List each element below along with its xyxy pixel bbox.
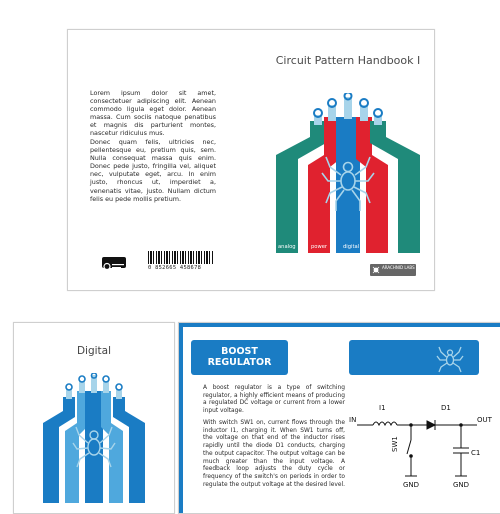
- schematic-label-inductor: I1: [379, 404, 386, 412]
- back-cover-paragraph: Donec quam felis, ultricies nec, pellentesque eu, pretium quis, sem. Nulla consequat massa quis enim. Donec pede justo, fringilla vel, aliquet nec, vulputate eget, arcu. In enim justo, rhoncus ut, imperdiet a, venenatis vitae, justo. Nullam dictum felis eu pede mollis pretium.: [90, 138, 216, 203]
- publisher-logo-text: ARACHNID LABS: [382, 265, 415, 270]
- back-cover-paragraph: Lorem ipsum dolor sit amet, consectetuer adipiscing elit. Aenean commodo ligula eget dolor. Aenean massa. Cum sociis natoque penatibus et magnis dis parturient montes, nascetur ridiculus mus.: [90, 89, 216, 138]
- schematic-label-in: IN: [349, 416, 357, 424]
- section-header: BOOST REGULATOR: [191, 340, 288, 375]
- schematic-label-diode: D1: [441, 404, 451, 412]
- digital-chapter-page: [13, 322, 175, 514]
- schematic-label-gnd: GND: [403, 481, 420, 489]
- lane-label-power: power: [311, 244, 328, 250]
- boost-regulator-schematic: [349, 398, 500, 513]
- spider-logo-icon: [371, 264, 381, 276]
- digital-lanes-icon: [39, 373, 149, 503]
- chapter-title: Digital: [76, 345, 112, 357]
- lane-label-analog: analog: [278, 244, 296, 250]
- boost-regulator-page: [178, 322, 500, 514]
- schematic-label-switch: SW1: [391, 436, 399, 452]
- body-paragraph: A boost regulator is a type of switching regulator, a highly efficient means of producing a regulated DC voltage or current from a lower input voltage.: [203, 385, 345, 415]
- cover-spread: [67, 29, 435, 291]
- spider-icon: [435, 343, 465, 373]
- body-paragraph: With switch SW1 on, current flows through the inductor I1, charging it. When SW1 turns off, the voltage on that end of the inductor rises rapidly until the diode D1 conducts, charging the output capacitor. The output voltage can be much greater than the input voltage. A feedback loop adjusts the duty cycle or frequency of the switch's on periods in order to regulate the output voltage at the desired level.: [203, 420, 345, 488]
- spider-tab: [349, 340, 479, 375]
- publisher-logo: [370, 264, 416, 276]
- lane-label-digital: digital: [343, 244, 360, 250]
- barcode-number: 0 852665 458678: [148, 265, 202, 271]
- schematic-label-out: OUT: [477, 416, 492, 424]
- circuit-lanes-icon: [268, 93, 428, 253]
- cover-title: Circuit Pattern Handbook I: [275, 54, 421, 67]
- barcode-icon: [148, 251, 214, 264]
- schematic-label-gnd: GND: [453, 481, 470, 489]
- creative-commons-icon: [102, 257, 126, 268]
- schematic-label-capacitor: C1: [471, 449, 481, 457]
